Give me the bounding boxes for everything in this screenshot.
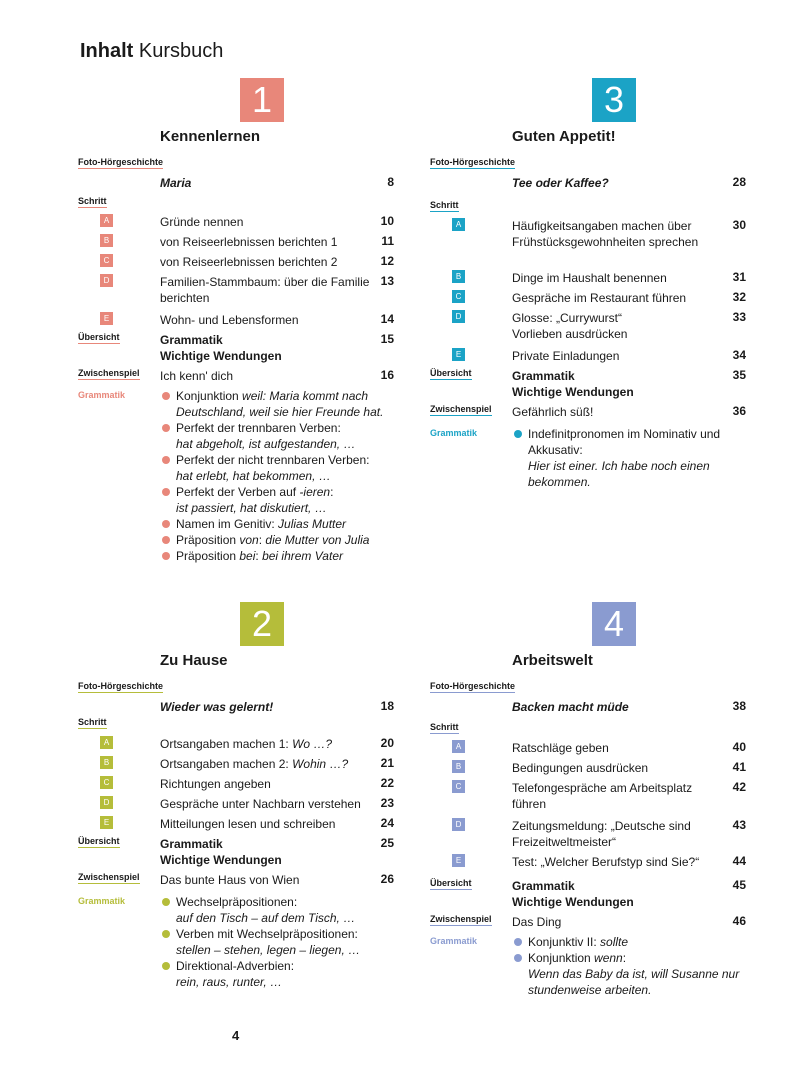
grammar-item-text: Präposition von: die Mutter von Julia [176,533,370,547]
step-text: von Reiseerlebnissen berichten 2 [160,255,338,269]
step-letter-badge: C [452,290,465,303]
grammar-item [160,388,400,420]
step-letter-badge: A [452,740,465,753]
grammatik-label: Grammatik [430,428,478,438]
step-text: Richtungen angeben [160,777,271,791]
step-page: 34 [732,348,746,362]
grammar-item [160,420,400,452]
zwischenspiel-text: Das Ding [512,915,562,929]
foto-label: Foto-Hörgeschichte [430,157,516,167]
uebersicht-page: 25 [380,836,394,850]
grammatik-label: Grammatik [78,390,126,400]
uebersicht-grammatik: Grammatik [512,369,575,383]
zwischenspiel-label: Zwischenspiel [430,914,492,924]
step-text: Gespräche unter Nachbarn verstehen [160,797,361,811]
grammar-item-text: Verben mit Wechselpräpositionen: stellen – stehen, legen – liegen, … [176,927,361,957]
unit-number-badge: 3 [592,78,636,122]
step-text: Gespräche im Restaurant führen [512,291,687,305]
bullet-dot-icon [162,536,170,544]
step-letter-badge: B [452,270,465,283]
unit-title: Guten Appetit! [512,128,616,145]
grammar-item-text: Namen im Genitiv: Julias Mutter [176,517,347,531]
step-page: 32 [732,290,746,304]
grammar-item [160,516,400,532]
step-text: Bedingungen ausdrücken [512,761,649,775]
grammar-item [512,934,752,950]
uebersicht-text [160,332,370,364]
uebersicht-text [160,836,370,868]
step-page: 10 [380,214,394,228]
step-letter-badge: E [452,854,465,867]
grammar-item [160,894,400,926]
bullet-dot-icon [514,954,522,962]
uebersicht-wendungen: Wichtige Wendungen [512,895,634,909]
zwischenspiel-page: 46 [732,914,746,928]
step-page: 43 [732,818,746,832]
step-letter-badge: B [452,760,465,773]
bullet-dot-icon [162,392,170,400]
grammar-item [160,548,400,564]
schritt-label: Schritt [430,722,459,732]
zwischenspiel-page: 36 [732,404,746,418]
uebersicht-label: Übersicht [430,368,472,378]
zwischenspiel-page: 16 [380,368,394,382]
step-letter-badge: B [100,756,113,769]
bullet-dot-icon [162,898,170,906]
uebersicht-label: Übersicht [78,836,120,846]
step-letter-badge: E [452,348,465,361]
step-page: 13 [380,274,394,288]
grammar-list [512,426,752,490]
foto-label: Foto-Hörgeschichte [430,681,516,691]
grammar-item [512,426,752,490]
step-text: Ratschläge geben [512,741,609,755]
bullet-dot-icon [162,962,170,970]
zwischenspiel-text: Das bunte Haus von Wien [160,873,300,887]
step-text: Dinge im Haushalt benennen [512,271,667,285]
uebersicht-text [512,878,722,910]
uebersicht-wendungen: Wichtige Wendungen [512,385,634,399]
zwischenspiel-label: Zwischenspiel [430,404,492,414]
step-page: 23 [380,796,394,810]
step-page: 40 [732,740,746,754]
step-letter-badge: E [100,816,113,829]
grammar-item-text: Konjunktion weil: Maria kommt nach Deutschland, weil sie hier Freunde hat. [176,389,384,419]
step-text: Zeitungsmeldung: „Deutsche sind Freizeitweltmeister“ [512,819,691,849]
story-page: 8 [387,175,394,189]
uebersicht-grammatik: Grammatik [512,879,575,893]
page-title [80,40,223,63]
step-letter-badge: C [100,254,113,267]
story-title: Maria [160,176,192,190]
step-page: 14 [380,312,394,326]
uebersicht-page: 45 [732,878,746,892]
step-text: Familien-Stammbaum: über die Familie berichten [160,275,370,305]
zwischenspiel-label: Zwischenspiel [78,872,140,882]
step-letter-badge: A [452,218,465,231]
step-page: 11 [381,234,394,248]
step-text: Glosse: „Currywurst“ Vorlieben ausdrücken [512,311,628,341]
step-text: Test: „Welcher Berufstyp sind Sie?“ [512,855,700,869]
uebersicht-page: 35 [732,368,746,382]
grammar-item-text: Konjunktion wenn: Wenn das Baby da ist, will Susanne nur stundenweise arbeiten. [528,951,740,997]
foto-label: Foto-Hörgeschichte [78,157,164,167]
zwischenspiel-page: 26 [380,872,394,886]
story-page: 18 [380,699,394,713]
unit-title: Zu Hause [160,652,228,669]
step-page: 21 [380,756,394,770]
zwischenspiel-label: Zwischenspiel [78,368,140,378]
bullet-dot-icon [514,430,522,438]
grammatik-label: Grammatik [430,936,478,946]
grammar-item [160,532,400,548]
grammar-item-text: Indefinitpronomen im Nominativ und Akkusativ: Hier ist einer. Ich habe noch einen bekommen. [528,427,721,489]
bullet-dot-icon [162,520,170,528]
story-title: Backen macht müde [512,700,629,714]
grammar-item-text: Perfekt der trennbaren Verben: hat abgeholt, ist aufgestanden, … [176,421,356,451]
story-title: Tee oder Kaffee? [512,176,609,190]
step-page: 12 [380,254,394,268]
grammar-list [512,934,752,998]
grammar-item-text: Direktional-Adverbien: rein, raus, runter, … [176,959,295,989]
step-letter-badge: A [100,736,113,749]
grammar-list [160,388,400,564]
unit-title: Arbeitswelt [512,652,593,669]
grammar-item-text: Konjunktiv II: sollte [528,935,629,949]
unit-number-badge: 1 [240,78,284,122]
schritt-label: Schritt [78,717,107,727]
step-text: Private Einladungen [512,349,620,363]
step-text: Gründe nennen [160,215,244,229]
grammar-item [160,484,400,516]
page-number: 4 [232,1028,240,1043]
step-page: 42 [732,780,746,794]
grammar-list [160,894,400,990]
bullet-dot-icon [162,930,170,938]
story-page: 28 [732,175,746,189]
step-letter-badge: D [452,818,465,831]
step-letter-badge: D [452,310,465,323]
uebersicht-label: Übersicht [430,878,472,888]
step-page: 22 [380,776,394,790]
step-letter-badge: B [100,234,113,247]
step-page: 41 [732,760,746,774]
step-text: Ortsangaben machen 1: Wo …? [160,737,333,751]
bullet-dot-icon [162,456,170,464]
step-text: Häufigkeitsangaben machen über Frühstücksgewohnheiten sprechen [512,219,699,249]
step-letter-badge: C [100,776,113,789]
unit-number-badge: 4 [592,602,636,646]
grammar-item [160,452,400,484]
step-letter-badge: D [100,274,113,287]
step-page: 20 [380,736,394,750]
step-letter-badge: C [452,780,465,793]
grammar-item [160,926,400,958]
step-text: Ortsangaben machen 2: Wohin …? [160,757,349,771]
uebersicht-text [512,368,722,400]
step-letter-badge: E [100,312,113,325]
bullet-dot-icon [162,552,170,560]
grammar-item-text: Perfekt der nicht trennbaren Verben: hat erlebt, hat bekommen, … [176,453,370,483]
grammar-item-text: Präposition bei: bei ihrem Vater [176,549,343,563]
foto-label: Foto-Hörgeschichte [78,681,164,691]
uebersicht-grammatik: Grammatik [160,837,223,851]
step-text: Telefongespräche am Arbeitsplatz führen [512,781,693,811]
grammar-item [512,950,752,998]
uebersicht-wendungen: Wichtige Wendungen [160,853,282,867]
unit-title: Kennenlernen [160,128,261,145]
uebersicht-grammatik: Grammatik [160,333,223,347]
schritt-label: Schritt [78,196,107,206]
step-text: Wohn- und Lebensformen [160,313,299,327]
step-letter-badge: D [100,796,113,809]
step-text: von Reiseerlebnissen berichten 1 [160,235,338,249]
step-letter-badge: A [100,214,113,227]
zwischenspiel-text: Gefährlich süß! [512,405,594,419]
story-page: 38 [732,699,746,713]
grammar-item-text: Perfekt der Verben auf -ieren: ist passiert, hat diskutiert, … [176,485,334,515]
page-title-regular: Kursbuch [138,40,224,62]
step-page: 33 [732,310,746,324]
bullet-dot-icon [514,938,522,946]
uebersicht-wendungen: Wichtige Wendungen [160,349,282,363]
unit-number-badge: 2 [240,602,284,646]
grammar-item-text: Wechselpräpositionen: auf den Tisch – auf dem Tisch, … [176,895,356,925]
uebersicht-page: 15 [380,332,394,346]
grammatik-label: Grammatik [78,896,126,906]
step-page: 30 [732,218,746,232]
zwischenspiel-text: Ich kenn' dich [160,369,234,383]
step-page: 31 [732,270,746,284]
step-page: 24 [380,816,394,830]
story-title: Wieder was gelernt! [160,700,274,714]
bullet-dot-icon [162,424,170,432]
step-text: Mitteilungen lesen und schreiben [160,817,336,831]
schritt-label: Schritt [430,200,459,210]
grammar-item [160,958,400,990]
bullet-dot-icon [162,488,170,496]
step-page: 44 [732,854,746,868]
uebersicht-label: Übersicht [78,332,120,342]
page-title-bold: Inhalt [80,40,134,62]
